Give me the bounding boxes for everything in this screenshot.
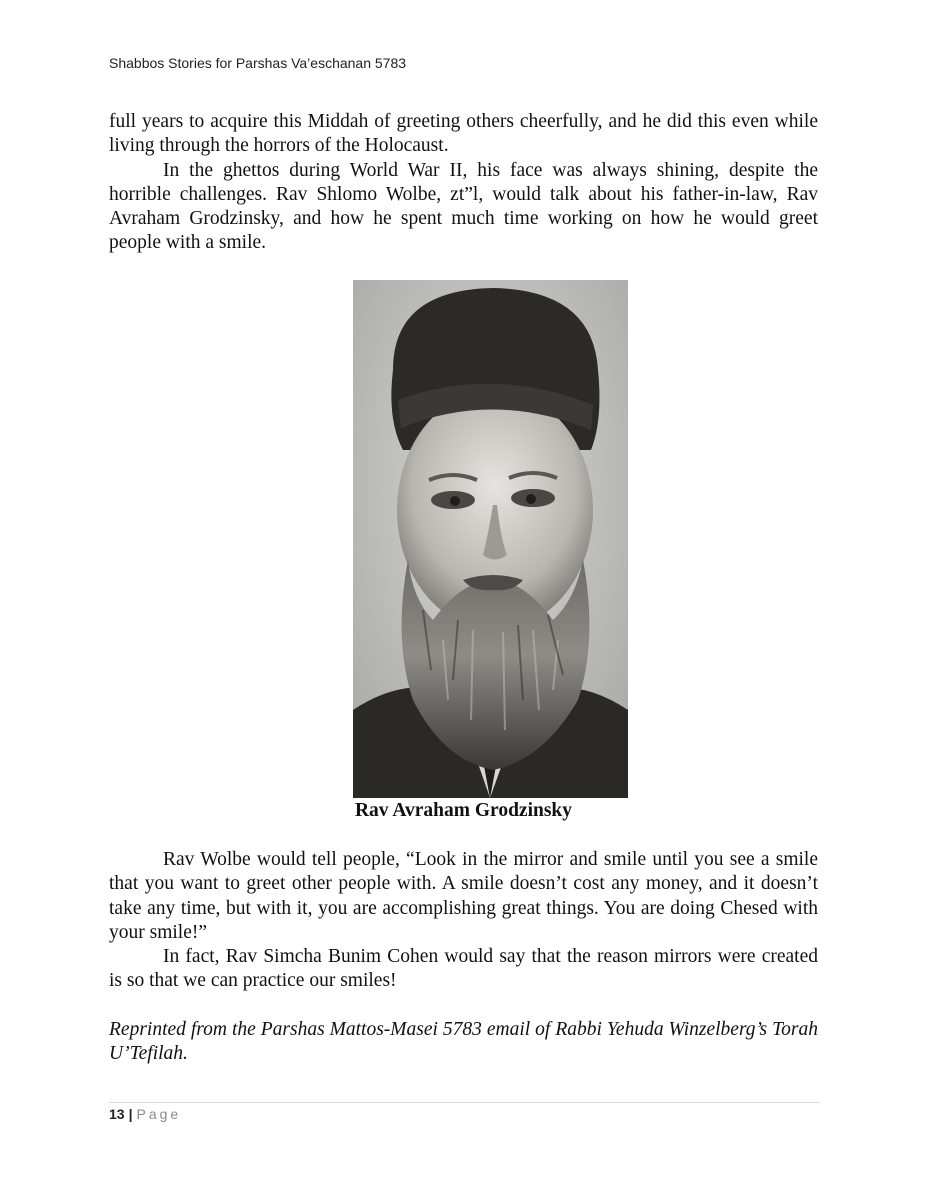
paragraph: full years to acquire this Middah of greeting others cheerfully, and he did this even while living through the horrors of the Holocaust. [109, 111, 818, 157]
page-label: Page [136, 1106, 182, 1122]
paragraph: Rav Wolbe would tell people, “Look in the mirror and smile until you see a smile that you want to greet other people with. A smile doesn’t cost any money, and it doesn’t take any time, but with it, you are accomplishing great things. You are doing Chesed with your smile!” [109, 849, 818, 943]
page-header: Shabbos Stories for Parshas Va’eschanan 5783 [109, 55, 407, 71]
portrait-illustration [353, 280, 628, 798]
photo-caption: Rav Avraham Grodzinsky [354, 800, 573, 821]
top-text [109, 110, 818, 256]
paragraph: In the ghettos during World War II, his face was always shining, despite the horrible challenges. Rav Shlomo Wolbe, zt”l, would talk about his father-in-law, Rav Avraham Grodzinsky, and how he spent much time working on how he would greet people with a smile. [109, 159, 818, 254]
page-number: 13 [109, 1106, 125, 1122]
page-footer [109, 1106, 181, 1122]
reprint-credit: Reprinted from the Parshas Mattos-Masei 5783 email of Rabbi Yehuda Winzelberg’s Torah U’Tefilah. [109, 1019, 818, 1065]
bottom-text [109, 848, 818, 994]
footer-separator: | [128, 1106, 133, 1122]
footer-divider [109, 1102, 820, 1103]
paragraph: In fact, Rav Simcha Bunim Cohen would say that the reason mirrors were created is so that we can practice our smiles! [109, 946, 818, 992]
portrait-photo [353, 280, 628, 798]
